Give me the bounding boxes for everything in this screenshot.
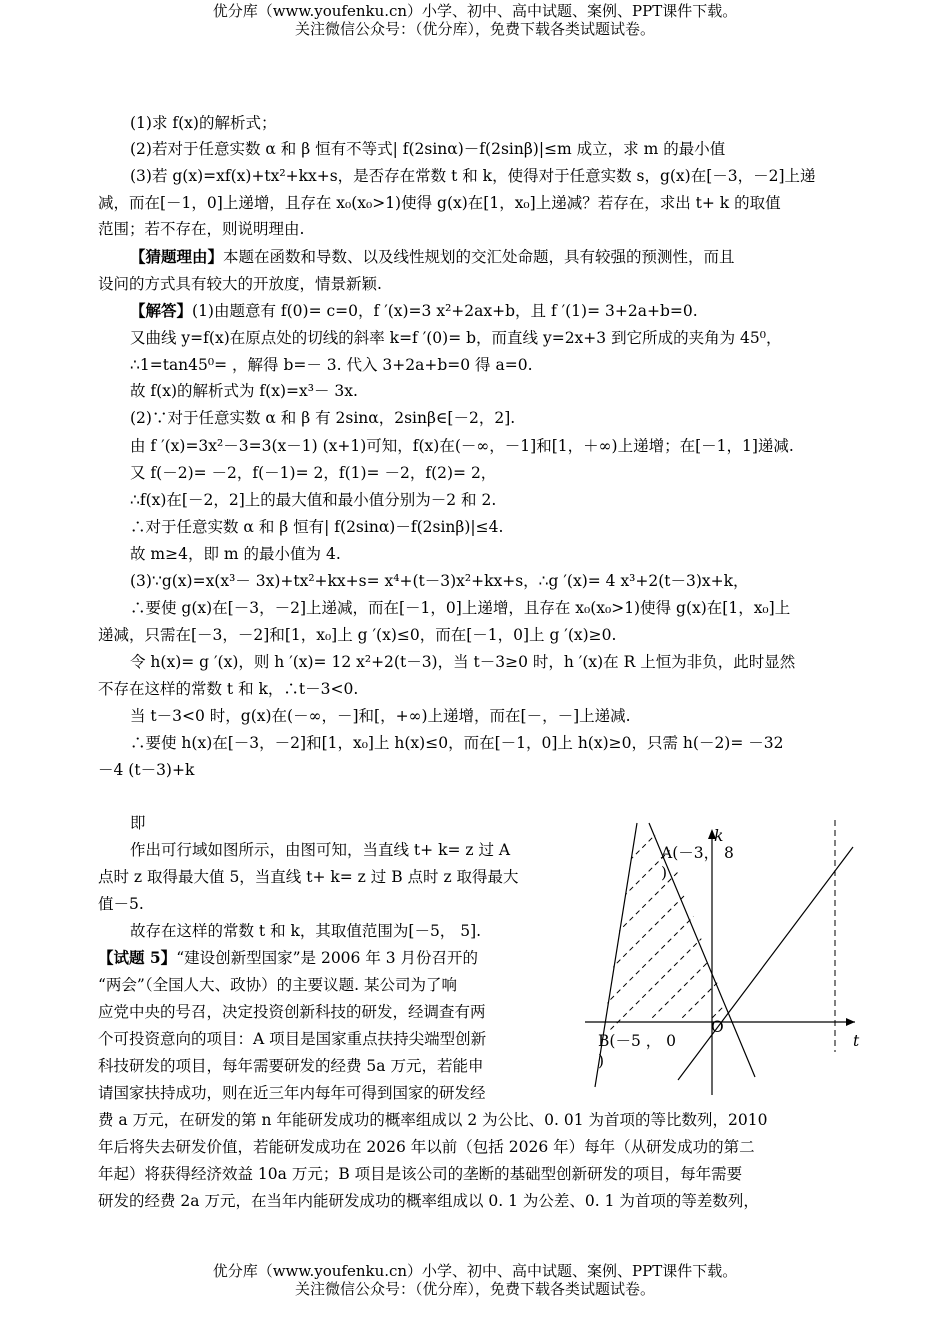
guess-reason-line2: 设问的方式具有较大的开放度，情景新颖.	[98, 275, 382, 293]
answer-line5: (2)∵对于任意实数 α 和 β 有 2sinα，2sinβ∈[－2，2].	[130, 409, 516, 427]
answer-line17: ∴要使 h(x)在[－3，－2]和[1，x₀]上 h(x)≤0，而在[－1，0]上 h(x)≥0，只需 h(－2)= －32	[130, 734, 784, 752]
problem5-line10: 研发的经费 2a 万元，在当年内能研发成功的概率组成以 0. 1 为公差、0. 1 为首项的等差数列，	[98, 1192, 759, 1210]
problem5-line4: 个可投资意向的项目：A 项目是国家重点扶持尖端型创新	[98, 1030, 487, 1048]
problem5-line3: 应党中央的号召，决定投资创新科技的研发，经调查有两	[98, 1003, 486, 1021]
question-part-2: (2)若对于任意实数 α 和 β 恒有不等式| f(2sinα)－f(2sinβ)|≤m 成立，求 m 的最小值	[130, 140, 726, 158]
boundary-line-right	[678, 847, 853, 1080]
guess-reason-line1: 【猜题理由】本题在函数和导数、以及线性规划的交汇处命题，具有较强的预测性，而且	[130, 247, 735, 266]
page-header-line2: 关注微信公众号：（优分库），免费下载各类试题试卷。	[294, 20, 655, 38]
point-b-label-close: )	[598, 1052, 605, 1070]
point-b-label: B(－5 ， 0	[598, 1032, 677, 1050]
problem5-line6: 请国家扶持成功，则在近三年内每年可得到国家的研发经	[98, 1084, 486, 1102]
answer-line3: ∴1=tan45⁰= ，解得 b=－ 3. 代入 3+2a+b=0 得 a=0.	[130, 356, 533, 374]
origin-label: O	[711, 1018, 724, 1036]
guess-reason-tag: 【猜题理由】	[130, 247, 224, 266]
answer-line14: 令 h(x)= g ′(x)，则 h ′(x)= 12 x²+2(t－3)，当 t－3≥0 时，h ′(x)在 R 上恒为非负，此时显然	[130, 653, 796, 671]
answer-line22: 值－5.	[98, 895, 144, 913]
problem5-line8: 年后将失去研发价值，若能研发成功在 2026 年以前（包括 2026 年）每年（从研发成功的第二	[98, 1138, 755, 1156]
t-axis-label: t	[853, 1032, 860, 1050]
answer-line4: 故 f(x)的解析式为 f(x)=x³－ 3x.	[130, 382, 358, 400]
page-footer-line1: 优分库（www.youfenku.cn）小学、初中、高中试题、案例、PPT课件下载。	[212, 1262, 738, 1280]
point-a-label-close: )	[661, 864, 668, 882]
question-part-3-line3: 范围；若不存在，则说明理由.	[98, 220, 305, 238]
answer-line23: 故存在这样的常数 t 和 k，其取值范围为[－5， 5].	[130, 922, 482, 940]
problem5-tag: 【试题 5】	[98, 948, 177, 967]
question-part-1: (1)求 f(x)的解析式；	[130, 114, 277, 132]
answer-line9: ∴对于任意实数 α 和 β 恒有| f(2sinα)－f(2sinβ)|≤4.	[130, 518, 504, 536]
answer-line16: 当 t－3<0 时，g(x)在(－∞，－]和[，+∞)上递增，而在[－，－]上递减.	[130, 707, 631, 725]
answer-line1: 【解答】(1)由题意有 f(0)= c=0，f ′(x)=3 x²+2ax+b，且 f ′(1)= 3+2a+b=0.	[130, 301, 698, 320]
answer-line12: ∴要使 g(x)在[－3，－2]上递减，而在[－1，0]上递增，且存在 x₀(x₀>1)使得 g(x)在[1，x₀]上	[130, 599, 791, 617]
problem5-line7: 费 a 万元，在研发的第 n 年能研发成功的概率组成以 2 为公比、0. 01 为首项的等比数列，2010	[98, 1111, 768, 1129]
answer-line11: (3)∵g(x)=x(x³－ 3x)+tx²+kx+s= x⁴+(t－3)x²+kx+s，∴g ′(x)= 4 x³+2(t－3)x+k，	[130, 572, 749, 590]
answer-line6: 由 f ′(x)=3x²－3=3(x－1) (x+1)可知，f(x)在(－∞，－1]和[1，＋∞)上递增；在[－1，1]递减.	[130, 437, 794, 455]
answer-line13: 递减，只需在[－3，－2]和[1，x₀]上 g ′(x)≤0，而在[－1，0]上 g ′(x)≥0.	[98, 626, 617, 644]
page-header-line1: 优分库（www.youfenku.cn）小学、初中、高中试题、案例、PPT课件下载。	[212, 2, 738, 20]
answer-line20: 作出可行域如图所示，由图可知，当直线 t+ k= z 过 A	[130, 841, 511, 859]
k-axis-label: k	[714, 827, 724, 845]
problem5-line2: “两会”（全国人大、政协）的主要议题. 某公司为了响	[98, 976, 457, 994]
feasible-region-figure	[585, 815, 865, 1095]
answer-line15: 不存在这样的常数 t 和 k，∴t－3<0.	[98, 680, 359, 698]
answer-line19: 即	[130, 814, 146, 832]
answer-line21: 点时 z 取得最大值 5，当直线 t+ k= z 过 B 点时 z 取得最大	[98, 868, 519, 886]
answer-line18: －4 (t－3)+k	[98, 761, 195, 779]
answer-line10: 故 m≥4，即 m 的最小值为 4.	[130, 545, 341, 563]
problem5-line5: 科技研发的项目，每年需要研发的经费 5a 万元，若能申	[98, 1057, 484, 1075]
question-part-3-line1: (3)若 g(x)=xf(x)+tx²+kx+s，是否存在常数 t 和 k，使得对于任意实数 s，g(x)在[－3，－2]上递	[130, 167, 816, 185]
t-axis-arrow	[846, 1018, 855, 1026]
answer-line8: ∴f(x)在[－2，2]上的最大值和最小值分别为－2 和 2.	[130, 491, 497, 509]
problem5-line1: 【试题 5】“建设创新型国家”是 2006 年 3 月份召开的	[98, 948, 479, 967]
point-a-label: A(－3， 8	[661, 844, 734, 862]
answer-line2: 又曲线 y=f(x)在原点处的切线的斜率 k=f ′(0)= b，而直线 y=2x+3 到它所成的夹角为 45⁰，	[130, 329, 782, 347]
question-part-3-line2: 减，而在[－1，0]上递增，且存在 x₀(x₀>1)使得 g(x)在[1，x₀]上递减？若存在，求出 t+ k 的取值	[98, 194, 781, 212]
problem5-line9: 年起）将获得经济效益 10a 万元；B 项目是该公司的垄断的基础型创新研发的项目，每年需要	[98, 1165, 743, 1183]
answer-tag: 【解答】	[130, 301, 193, 320]
page-footer-line2: 关注微信公众号：（优分库），免费下载各类试题试卷。	[294, 1280, 655, 1298]
answer-line7: 又 f(－2)= －2，f(－1)= 2，f(1)= －2，f(2)= 2，	[130, 464, 497, 482]
